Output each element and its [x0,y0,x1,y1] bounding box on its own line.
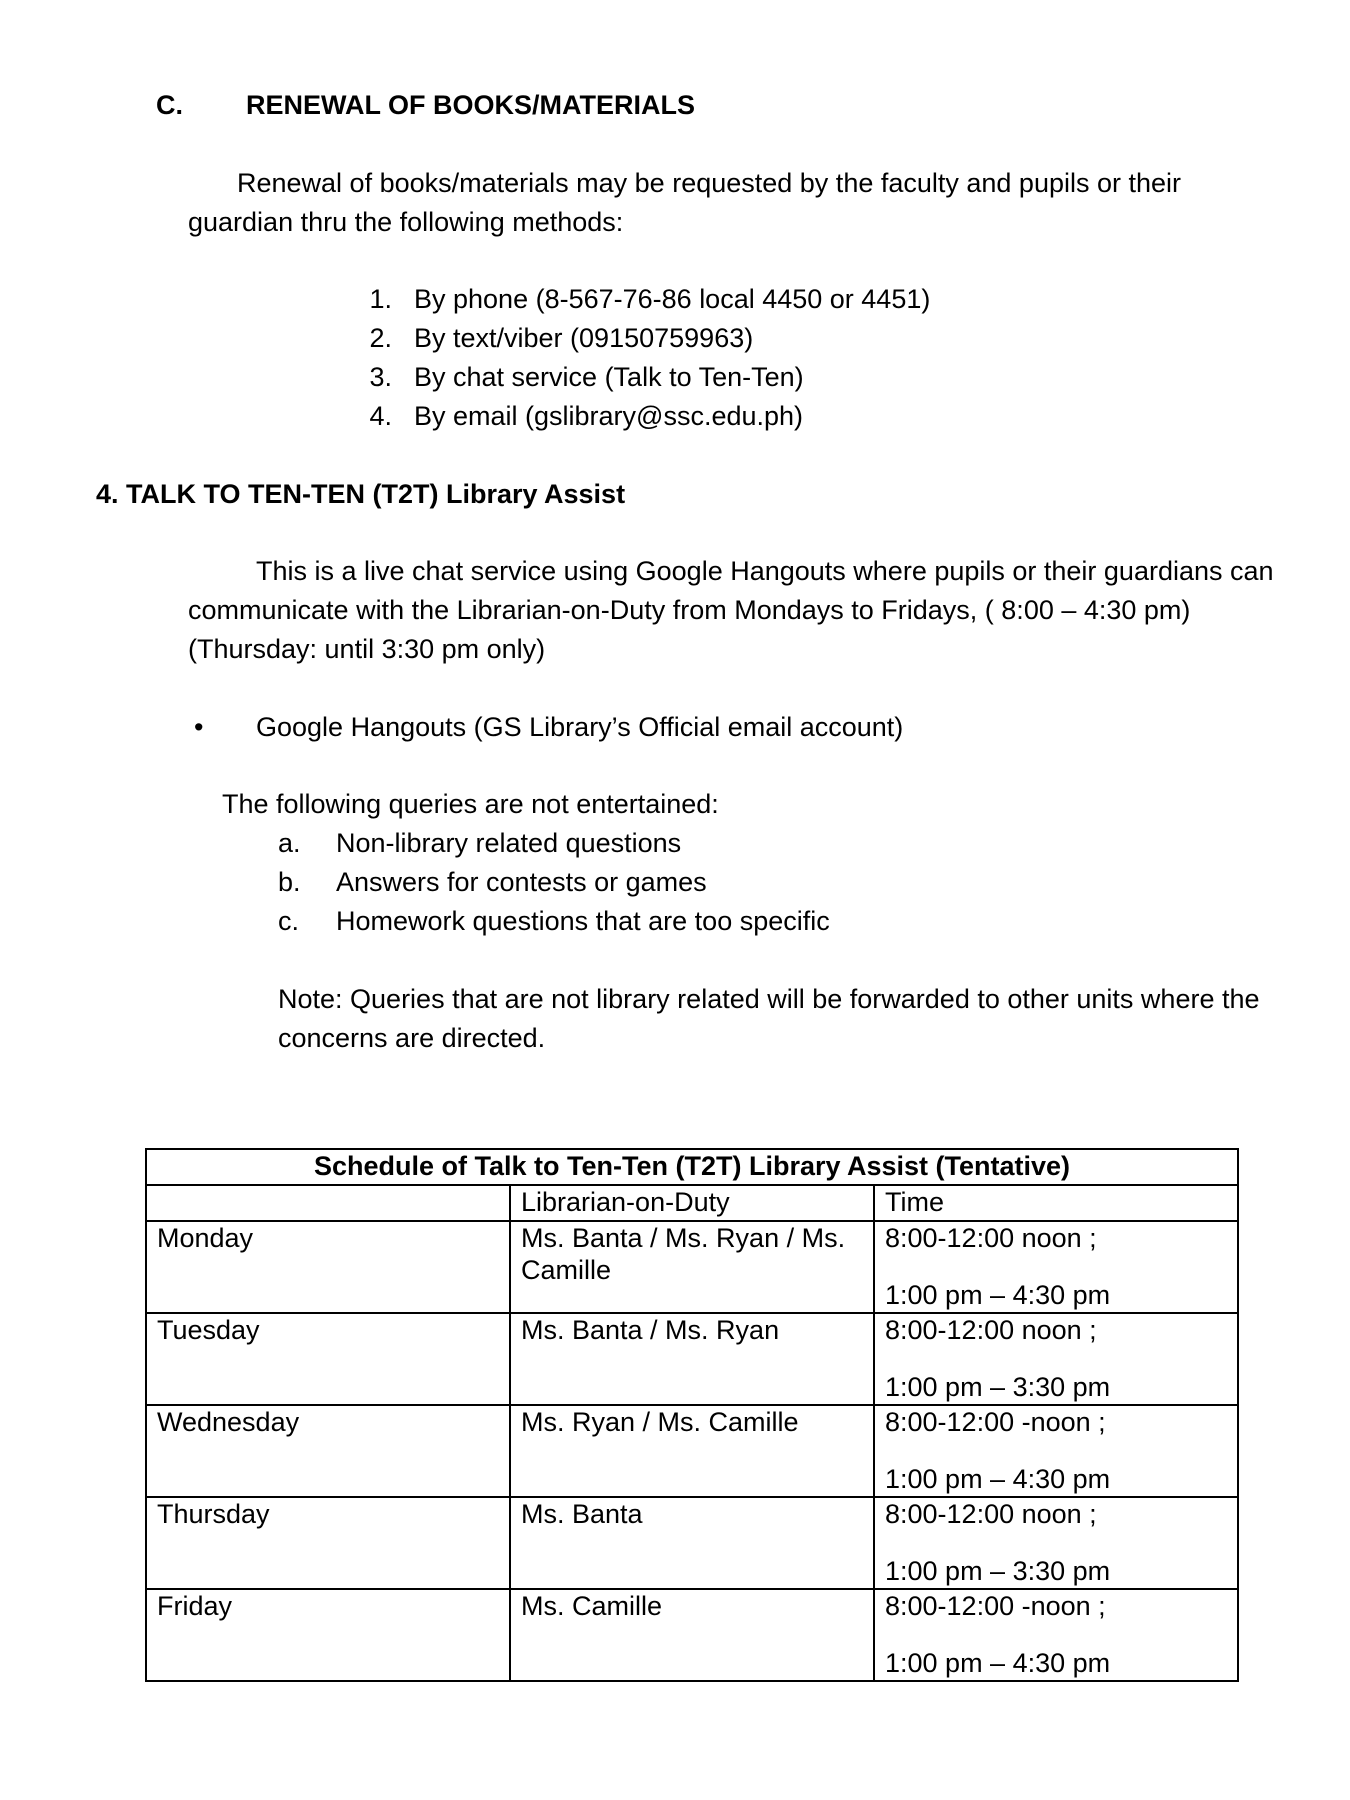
table-row [146,1405,1238,1497]
note: Note: Queries that are not library related will be forwarded to other units where the concerns are directed. [278,984,1260,1053]
query-item: Answers for contests or games [336,867,707,897]
time-morning: 8:00-12:00 noon ; [885,1315,1097,1345]
table-row [146,1589,1238,1681]
day-cell: Wednesday [146,1405,510,1497]
time-afternoon: 1:00 pm – 3:30 pm [885,1556,1111,1586]
librarian-cell: Ms. Ryan / Ms. Camille [510,1405,874,1497]
time-morning: 8:00-12:00 noon ; [885,1223,1097,1253]
bullet-icon: • [194,712,204,742]
time-afternoon: 1:00 pm – 3:30 pm [885,1372,1111,1402]
section-c-letter: C. [156,90,183,120]
list-letter: a. [278,828,301,858]
method-text-viber: By text/viber (09150759963) [414,323,754,353]
query-item: Non-library related questions [336,828,682,858]
query-item: Homework questions that are too specific [336,906,830,936]
time-morning: 8:00-12:00 -noon ; [885,1407,1106,1437]
time-cell [874,1589,1238,1681]
list-number: 3. [369,362,392,392]
time-cell [874,1497,1238,1589]
bullet-text: Google Hangouts (GS Library’s Official email account) [256,712,904,742]
table-row [146,1313,1238,1405]
column-header: Librarian-on-Duty [510,1185,874,1221]
table-header-row [146,1185,1238,1221]
table-row [146,1497,1238,1589]
method-phone: By phone (8-567-76-86 local 4450 or 4451) [414,284,931,314]
table-row [146,1221,1238,1313]
librarian-cell: Ms. Banta / Ms. Ryan [510,1313,874,1405]
section-4-intro: This is a live chat service using Google Hangouts where pupils or their guardians can communicate with the Librarian-on-Duty from Mondays to Fridays, ( 8:00 – 4:30 pm) (Thursday: until 3:30 pm only) [188,556,1274,664]
list-number: 1. [369,284,392,314]
time-morning: 8:00-12:00 noon ; [885,1499,1097,1529]
section-c-title: RENEWAL OF BOOKS/MATERIALS [246,90,696,120]
time-cell [874,1313,1238,1405]
schedule-table [145,1148,1239,1682]
time-cell [874,1221,1238,1313]
method-chat: By chat service (Talk to Ten-Ten) [414,362,804,392]
time-afternoon: 1:00 pm – 4:30 pm [885,1648,1111,1678]
day-cell: Monday [146,1221,510,1313]
list-letter: c. [278,906,300,936]
day-cell: Tuesday [146,1313,510,1405]
list-letter: b. [278,867,301,897]
table-title-row [146,1149,1238,1185]
column-header: Time [874,1185,1238,1221]
time-afternoon: 1:00 pm – 4:30 pm [885,1280,1111,1310]
librarian-cell: Ms. Banta [510,1497,874,1589]
day-cell: Friday [146,1589,510,1681]
table-title: Schedule of Talk to Ten-Ten (T2T) Library Assist (Tentative) [146,1149,1238,1185]
librarian-cell: Ms. Camille [510,1589,874,1681]
librarian-cell: Ms. Banta / Ms. Ryan / Ms. Camille [510,1221,874,1313]
time-cell [874,1405,1238,1497]
section-4-title: 4. TALK TO TEN-TEN (T2T) Library Assist [96,479,626,509]
day-cell: Thursday [146,1497,510,1589]
time-morning: 8:00-12:00 -noon ; [885,1591,1106,1621]
method-email: By email (gslibrary@ssc.edu.ph) [414,401,804,431]
list-number: 4. [369,401,392,431]
list-number: 2. [369,323,392,353]
section-c-intro: Renewal of books/materials may be requested by the faculty and pupils or their guardian thru the following methods: [188,168,1182,237]
queries-intro: The following queries are not entertained: [222,789,719,819]
time-afternoon: 1:00 pm – 4:30 pm [885,1464,1111,1494]
column-header [146,1185,510,1221]
